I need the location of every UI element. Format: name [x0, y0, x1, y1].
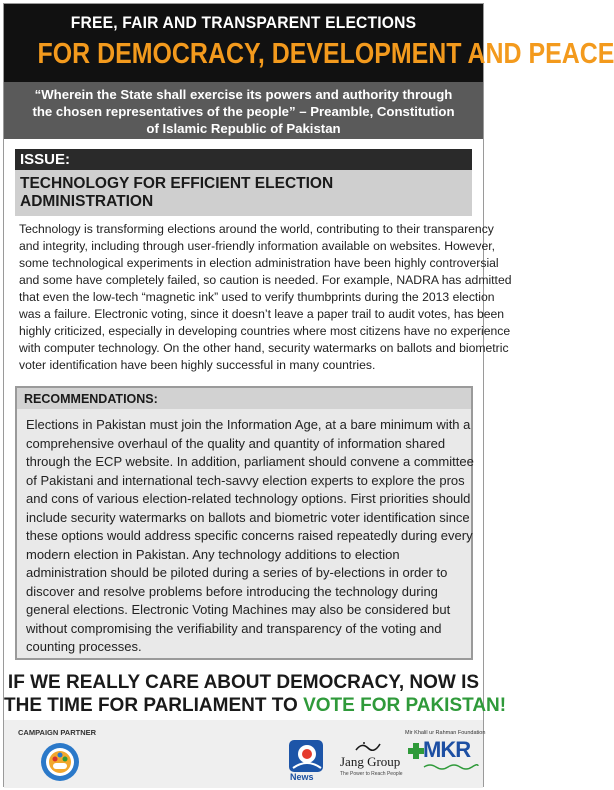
quote-line-3: of Islamic Republic of Pakistan — [146, 121, 341, 136]
geo-news-label: News — [290, 772, 314, 782]
cta-line-2-prefix: THE TIME FOR PARLIAMENT TO — [4, 695, 304, 716]
issue-body-line: was a failure. Electronic voting, since it doesn’t leave a paper trail to audit votes, has been — [19, 307, 505, 321]
recommendation-line: comprehensive overhaul of the quality and quantity of information shared — [26, 435, 446, 451]
issue-body-line: Technology is transforming elections around the world, contributing to their transparency — [19, 222, 494, 236]
mkr-logo-text: MKR — [423, 737, 471, 762]
recommendation-line: general elections. Electronic Voting Machines may also be considered but — [26, 602, 451, 617]
campaign-partner-logo — [40, 742, 80, 782]
issue-body-line: voter identification have been highly successful in many countries. — [19, 358, 376, 372]
recommendation-line: administration should be piloted during a series of by-elections in order to — [26, 565, 448, 580]
cta-vote-for-pakistan: VOTE FOR PAKISTAN! — [303, 695, 507, 716]
advertisement-page — [3, 3, 614, 787]
quote-line-1: “Wherein the State shall exercise its powers and authority through — [34, 87, 453, 102]
jang-group-name: Jang Group — [340, 754, 401, 769]
issue-body-line: with computer technology. On the other hand, security watermarks on ballots and biometric — [19, 341, 509, 355]
issue-label: ISSUE: — [15, 149, 472, 170]
mkr-urdu-script — [422, 762, 480, 770]
issue-body-line: that even the low-tech “magnetic ink” used to verify thumbprints during the 2013 election — [19, 290, 495, 304]
cta-line-1: IF WE REALLY CARE ABOUT DEMOCRACY, NOW IS — [7, 672, 480, 693]
issue-body-line: and integrity, including through user-friendly information available on websites. However, — [19, 239, 496, 253]
jang-group-tagline: The Power to Reach People — [340, 771, 403, 777]
recommendation-line: modern election in Pakistan. Any technology additions to election — [26, 546, 400, 562]
quote-line-2: the chosen representatives of the people” – Preamble, Constitution — [32, 104, 455, 119]
campaign-partner-label: CAMPAIGN PARTNER — [18, 728, 97, 737]
issue-title-line2: ADMINISTRATION — [20, 193, 154, 210]
constitution-quote — [4, 82, 483, 139]
issue-body-line: and some have completely failed, so caution is needed. For example, NADRA has admitted — [19, 273, 512, 287]
recommendation-line: counting processes. — [26, 639, 142, 654]
mkr-foundation-name: Mir Khalil ur Rahman Foundation — [405, 730, 486, 736]
recommendation-line: of Pakistani and international tech-savvy election experts to explore the pros — [26, 472, 465, 488]
jang-urdu-mark — [354, 740, 382, 754]
recommendation-line: without compromising the verifiability and transparency of the voting and — [26, 620, 442, 636]
header-title-line2: FOR DEMOCRACY, DEVELOPMENT AND PEACE — [37, 38, 614, 70]
issue-body-line: some technological experiments in election administration have been highly controversial — [19, 256, 499, 270]
header-banner — [4, 4, 614, 82]
issue-title-line1: TECHNOLOGY FOR EFFICIENT ELECTION — [20, 175, 334, 192]
footer-partners — [4, 720, 486, 788]
mkr-foundation-logo — [405, 730, 486, 782]
recommendation-line: and cons of various election-related technology options. First priorities should — [26, 491, 471, 506]
recommendations-label: RECOMMENDATIONS: — [17, 388, 471, 409]
recommendation-line: Elections in Pakistan must join the Information Age, at a bare minimum with a — [26, 417, 471, 432]
header-title-line1: FREE, FAIR AND TRANSPARENT ELECTIONS — [70, 13, 417, 32]
jang-group-logo — [340, 740, 403, 782]
cta-line-2 — [4, 695, 507, 717]
recommendation-line: include security watermarks on ballots and biometric voter identification since — [26, 509, 470, 525]
recommendation-line: through the ECP website. In addition, parliament should convene a committee — [26, 454, 474, 469]
recommendation-line: discover and resolve problems before introducing the technology during — [26, 583, 438, 599]
recommendations-box — [15, 386, 473, 660]
issue-title — [15, 170, 472, 216]
recommendation-line: these options would address specific concerns raised repeatedly during every — [26, 528, 473, 543]
issue-body-line: highly criticized, especially in developing countries where most citizens have no experience — [19, 324, 511, 338]
